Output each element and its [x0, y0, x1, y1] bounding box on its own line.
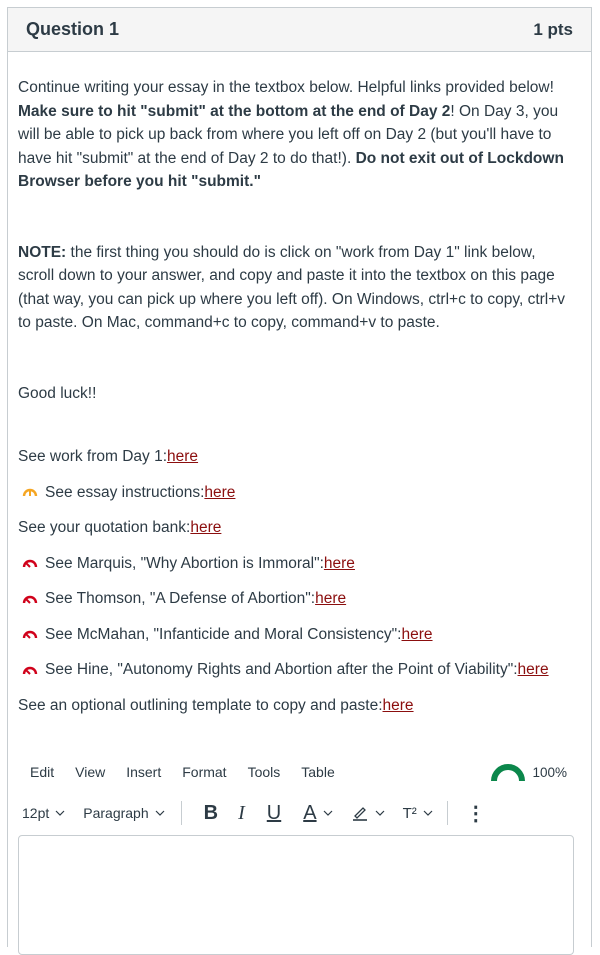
outline-template-link[interactable]: here [382, 696, 414, 714]
chevron-down-icon [55, 810, 65, 816]
accessibility-percent: 100% [532, 764, 567, 780]
quotation-bank-link[interactable]: here [190, 519, 222, 536]
meter-red-icon [22, 557, 38, 569]
link-row-instructions [18, 475, 574, 511]
meter-orange-icon [22, 486, 38, 498]
link-label: See your quotation bank: [18, 519, 191, 536]
chevron-down-icon [155, 810, 165, 816]
chevron-down-icon [375, 810, 385, 816]
link-label: See Thomson, "A Defense of Abortion": [45, 590, 316, 607]
link-row-mcmahan [18, 617, 574, 653]
link-row-quotation [18, 510, 574, 546]
note-paragraph [18, 241, 574, 335]
menu-view[interactable]: View [75, 764, 106, 780]
bold-button[interactable]: B [203, 801, 219, 824]
underline-button[interactable]: U [266, 801, 282, 824]
menu-format[interactable]: Format [182, 764, 227, 780]
intro-bold-2: Do not exit out of Lockdown Browser before you hit "submit." [18, 149, 564, 190]
essay-textbox[interactable] [18, 835, 574, 955]
chevron-down-icon [323, 810, 333, 816]
accessibility-meter-icon[interactable] [490, 761, 526, 783]
link-row-thomson [18, 581, 574, 617]
link-label: See Marquis, "Why Abortion is Immoral": [45, 554, 324, 572]
highlighter-icon [351, 804, 369, 822]
intro-paragraph [18, 76, 574, 194]
text-color-icon: A [303, 801, 317, 824]
good-luck-text: Good luck!! [18, 384, 97, 402]
link-row-outline [18, 688, 574, 724]
note-label: NOTE: [18, 243, 67, 261]
link-label: See work from Day 1: [18, 448, 168, 465]
block-format-value: Paragraph [83, 805, 149, 821]
intro-bold-1: Make sure to hit "submit" at the bottom at the end of Day 2 [18, 102, 451, 120]
link-label: See Hine, "Autonomy Rights and Abortion after the Point of Viability": [45, 661, 518, 678]
link-row-marquis [18, 546, 574, 582]
day1-work-link[interactable]: here [167, 448, 199, 465]
mcmahan-link[interactable]: here [401, 625, 433, 643]
editor-toolbar [18, 792, 574, 834]
thomson-link[interactable]: here [315, 590, 347, 607]
link-row-hine [18, 652, 574, 688]
font-size-select[interactable] [22, 805, 65, 821]
block-format-select[interactable] [83, 805, 164, 821]
font-size-value: 12pt [22, 805, 50, 821]
intro-text-1: Continue writing your essay in the textbox below. Helpful links provided below! [18, 79, 554, 96]
hine-link[interactable]: here [517, 661, 549, 678]
more-options-button[interactable]: ⋮ [465, 802, 486, 825]
meter-red-icon [22, 628, 38, 640]
toolbar-divider [181, 801, 182, 825]
intro-text-2: ! On Day 3, you will be able to pick up back from where you left off on Day 2 (but you'll have to have hit "submit" at the end of Day 2 to do that!). [18, 102, 559, 167]
rich-content-editor [18, 752, 574, 834]
superscript-icon: T² [402, 804, 417, 822]
note-text: the first thing you should do is click on "work from Day 1" link below, scroll down to your answer, and copy and paste it into the textbox on this page (that way, you can pick up where you left off). On Windows, ctrl+c to copy, ctrl+v to paste. On Mac, command+c to copy, command+v to paste. [18, 243, 566, 331]
meter-red-icon [22, 593, 38, 605]
menu-insert[interactable]: Insert [126, 764, 162, 780]
menu-table[interactable]: Table [301, 764, 335, 780]
superscript-button[interactable] [403, 805, 433, 822]
menu-edit[interactable]: Edit [30, 764, 55, 780]
toolbar-divider [447, 801, 448, 825]
meter-red-icon [22, 664, 38, 676]
question-points: 1 pts [533, 19, 573, 39]
italic-button[interactable]: I [238, 801, 245, 824]
link-label: See an optional outlining template to copy and paste: [18, 696, 383, 714]
link-label: See McMahan, "Infanticide and Moral Consistency": [45, 625, 402, 643]
question-text [18, 76, 574, 723]
text-color-button[interactable] [303, 802, 332, 825]
essay-instructions-link[interactable]: here [204, 483, 236, 501]
link-label: See essay instructions: [45, 483, 205, 501]
marquis-link[interactable]: here [323, 554, 355, 572]
link-row-day1 [18, 439, 574, 475]
question-title: Question 1 [26, 19, 120, 39]
menu-tools[interactable]: Tools [247, 764, 281, 780]
editor-menubar [18, 752, 574, 792]
question-header [8, 8, 591, 52]
highlight-color-button[interactable] [351, 804, 385, 822]
chevron-down-icon [423, 810, 433, 816]
